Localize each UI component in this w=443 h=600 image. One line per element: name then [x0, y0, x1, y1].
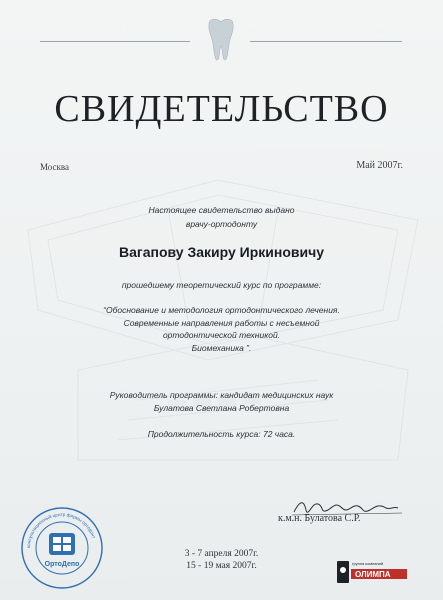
- header-rule-right: [250, 41, 402, 42]
- company-logo: [335, 557, 415, 589]
- course-intro: прошедшему теоретический курс по программе:: [121, 280, 322, 290]
- signature-caption: к.м.н. Булатова С.Р.: [278, 513, 361, 524]
- course-dates-line-1: 3 - 7 апреля 2007г.: [184, 549, 259, 559]
- program-line-4: Биомеханика ”.: [191, 342, 252, 353]
- supervisor-line-1: Руководитель программы: кандидат медицинских наук: [109, 390, 334, 400]
- course-dates-line-2: 15 - 19 мая 2007г.: [186, 561, 257, 571]
- program-line-1: “Обоснование и методология ортодонтического лечения.: [103, 305, 340, 315]
- supervisor-line-2: Булатова Светлана Робертовна: [153, 403, 290, 413]
- program-title: [0, 304, 443, 354]
- recipient-name: Вагапову Закиру Иркиновичу: [118, 244, 325, 260]
- city: Москва: [40, 162, 69, 172]
- stamp-ring-text: консультационный центр фирмы ортодонт: [25, 511, 97, 549]
- certificate-title: СВИДЕТЕЛЬСТВО: [54, 88, 389, 130]
- logo-name: ОЛИМПА: [355, 570, 391, 579]
- program-line-2: Современные направления работы с несъемной: [123, 317, 320, 328]
- program-line-3: ортодонтической техникой.: [162, 330, 281, 340]
- issue-date: Май 2007г.: [356, 160, 403, 171]
- tooth-icon: [205, 18, 237, 62]
- intro-line-2: врачу-ортодонту: [185, 219, 258, 229]
- stamp-name: ОртоДепо: [44, 561, 80, 568]
- header-rule-left: [40, 41, 190, 42]
- course-duration: Продолжительность курса: 72 часа.: [147, 429, 296, 439]
- intro-line-1: Настоящее свидетельство выдано: [148, 205, 295, 215]
- logo-tagline: группа компаний: [352, 561, 384, 566]
